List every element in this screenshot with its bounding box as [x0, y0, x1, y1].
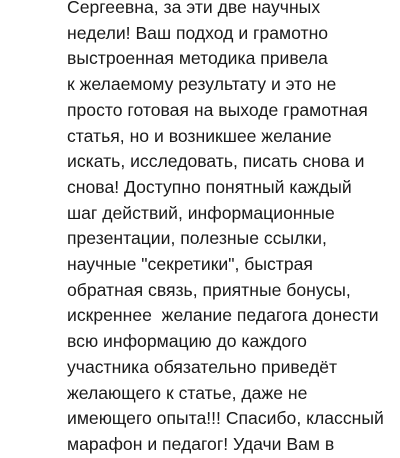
message-line: научные "секретики", быстрая — [67, 254, 313, 275]
message-line: имеющего опыта!!! Спасибо, классный — [67, 408, 384, 429]
message-line: участника обязательно приведёт — [67, 356, 338, 377]
message-line: недели! Ваш подход и грамотно — [67, 22, 329, 43]
message-line: обратная связь, приятные бонусы, — [67, 279, 351, 300]
message-line: просто готовая на выходе грамотная — [67, 99, 368, 120]
message-line: всю информацию до каждого — [67, 331, 307, 352]
message-line: марафон и педагог! Удачи Вам в — [67, 433, 335, 454]
message-line: искреннее желание педагога донести — [67, 305, 379, 326]
message-line: искать, исследовать, писать снова и — [67, 151, 365, 172]
message-line: снова! Доступно понятный каждый — [67, 176, 352, 197]
message-line: желающего к статье, даже не — [67, 382, 308, 403]
message-line: к желаемому результату и это не — [67, 74, 337, 95]
message-line: выстроенная методика привела — [67, 48, 328, 69]
message-line: шаг действий, информационные — [67, 202, 335, 223]
message-line: Сергеевна, за эти две научных — [67, 0, 321, 17]
message-line: презентации, полезные ссылки, — [67, 228, 327, 249]
message-text — [67, 0, 397, 458]
message-line: статья, но и возникшее желание — [67, 125, 332, 146]
